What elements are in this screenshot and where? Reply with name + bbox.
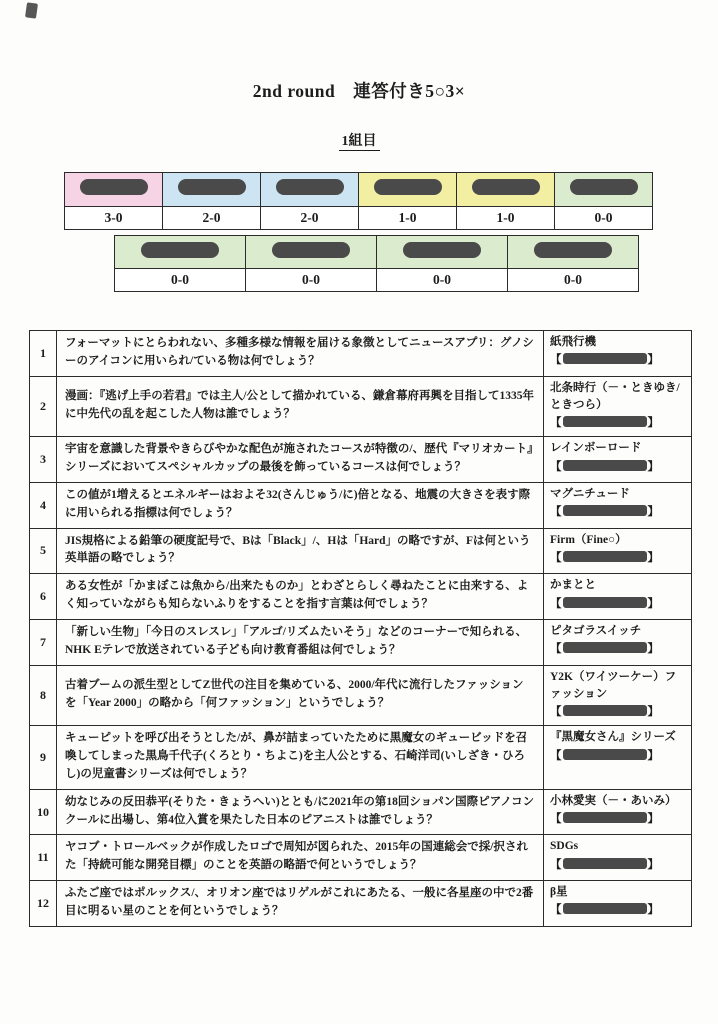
bracket-open: 【	[550, 551, 562, 564]
answer-text: 紙飛行機	[550, 336, 596, 348]
question-number: 12	[30, 880, 57, 926]
question-row	[30, 483, 692, 529]
score-cell: 1-0	[359, 207, 457, 230]
group-label: 1組目	[339, 134, 380, 151]
score-cell: 3-0	[65, 207, 163, 230]
redacted-player-name	[141, 242, 219, 258]
question-text: JIS規格による鉛筆の硬度記号で、Bは「Black」/、Hは「Hard」の略ですが、Fは何という英単語の略でしょう？	[57, 528, 544, 574]
bracket-close: 】	[647, 812, 659, 825]
answer-text: 『黒魔女さん』シリーズ	[550, 731, 676, 744]
answer-cell	[544, 665, 692, 726]
redacted-player-name	[80, 179, 148, 195]
bracket-open: 【	[550, 749, 562, 762]
answer-text: 北条時行（－・ときゆき/ときつら）	[550, 381, 680, 411]
bracket-open: 【	[550, 354, 562, 367]
answer-text: ピタゴラスイッチ	[550, 624, 642, 637]
page-title: 2nd round 連答付き5○3×	[252, 81, 466, 101]
answer-reading-redacted	[550, 641, 685, 658]
corner-mark	[25, 2, 38, 18]
bracket-open: 【	[550, 858, 562, 871]
bracket-close: 】	[647, 551, 659, 564]
question-number: 6	[30, 574, 57, 620]
question-row	[30, 665, 692, 726]
bracket-open: 【	[550, 506, 562, 519]
answer-cell	[544, 619, 692, 665]
answer-text: SDGs	[550, 840, 579, 853]
bracket-open: 【	[550, 460, 562, 473]
question-number: 1	[30, 331, 57, 377]
question-number: 10	[30, 789, 57, 835]
question-row	[30, 880, 692, 926]
question-row	[30, 437, 692, 483]
answer-cell	[544, 331, 692, 377]
question-text: ある女性が「かまぼこは魚から/出来たものか」とわざとらしく尋ねたことに由来する、よく知っていながらも知らないふりをすることを指す言葉は何でしょう？	[57, 574, 544, 620]
player-name-cell	[163, 173, 261, 207]
question-text: ふたご座ではポルックス/、オリオン座ではリゲルがこれにあたる、一般に各星座の中で2番目に明るい星のことを何というでしょう？	[57, 880, 544, 926]
answer-reading-redacted	[550, 550, 685, 567]
redacted-player-name	[374, 179, 442, 195]
bracket-close: 】	[647, 460, 659, 473]
group-heading	[0, 130, 718, 150]
player-name-cell	[246, 236, 377, 269]
question-text: フォーマットにとらわれない、多種多様な情報を届ける象徴としてニュースアプリ：グノシーのアイコンに用いられ/ている物は何でしょう？	[57, 331, 544, 377]
question-text: キューピットを呼び出そうとした/が、鼻が詰まっていたために黒魔女のギュービッドを召喚してしまった黒鳥千代子(くろとり・ちよこ)を主人公とする、石崎洋司(いしざき・ひろし)の児童書シリーズは何でしょう？	[57, 726, 544, 789]
answer-reading-redacted	[550, 902, 685, 919]
question-row	[30, 789, 692, 835]
redacted-reading-bar	[563, 505, 647, 516]
player-name-cell	[555, 173, 653, 207]
player-name-cell	[359, 173, 457, 207]
question-row	[30, 619, 692, 665]
bracket-close: 】	[647, 749, 659, 762]
redacted-reading-bar	[563, 812, 647, 823]
question-number: 4	[30, 483, 57, 529]
answer-cell	[544, 880, 692, 926]
score-cell: 2-0	[261, 207, 359, 230]
question-text: 宇宙を意識した背景やきらびやかな配色が施されたコースが特徴の/、歴代『マリオカート』シリーズにおいてスペシャルカップの最後を飾っているコースは何でしょう？	[57, 437, 544, 483]
redacted-player-name	[276, 179, 344, 195]
bracket-open: 【	[550, 904, 562, 917]
question-number: 9	[30, 726, 57, 789]
answer-reading-redacted	[550, 504, 685, 521]
score-cell: 0-0	[555, 207, 653, 230]
player-name-cell	[261, 173, 359, 207]
bracket-close: 】	[647, 706, 659, 718]
scoreboard-row-2	[114, 235, 639, 292]
answer-reading-redacted	[550, 704, 685, 721]
redacted-reading-bar	[563, 460, 647, 471]
question-text: この値が1増えるとエネルギーはおよそ32(さんじゅう/に)倍となる、地震の大きさを表す際に用いられる指標は何でしょう？	[57, 483, 544, 529]
redacted-reading-bar	[563, 903, 647, 914]
bracket-close: 】	[647, 506, 659, 519]
question-row	[30, 574, 692, 620]
questions-table	[29, 330, 692, 927]
bracket-close: 】	[647, 643, 659, 656]
bracket-close: 】	[647, 417, 659, 430]
redacted-reading-bar	[563, 705, 647, 716]
answer-text: 小林愛実（－・あいみ）	[550, 794, 677, 807]
question-text: 古着ブームの派生型としてZ世代の注目を集めている、2000/年代に流行したファッションを「Year 2000」の略から「何ファッション」というでしょう？	[57, 665, 544, 726]
question-number: 2	[30, 376, 57, 437]
answer-reading-redacted	[550, 352, 685, 369]
redacted-player-name	[472, 179, 540, 195]
score-cell: 0-0	[508, 269, 639, 292]
redacted-reading-bar	[563, 749, 647, 760]
question-row	[30, 376, 692, 437]
question-text: 幼なじみの反田恭平(そりた・きょうへい)ととも/に2021年の第18回ショパン国際ピアノコンクールに出場し、第4位入賞を果たした日本のピアニストは誰でしょう？	[57, 789, 544, 835]
bracket-close: 】	[647, 597, 659, 610]
bracket-close: 】	[647, 858, 659, 871]
redacted-player-name	[178, 179, 246, 195]
bracket-close: 】	[647, 354, 659, 367]
redacted-reading-bar	[563, 416, 647, 427]
question-row	[30, 835, 692, 881]
answer-reading-redacted	[550, 748, 685, 765]
answer-cell	[544, 376, 692, 437]
question-number: 3	[30, 437, 57, 483]
redacted-reading-bar	[563, 353, 647, 364]
answer-text: かまとと	[550, 579, 596, 592]
question-row	[30, 528, 692, 574]
redacted-reading-bar	[563, 551, 647, 562]
answer-reading-redacted	[550, 415, 685, 432]
question-text: 漫画：『逃げ上手の若君』では主人/公として描かれている、鎌倉幕府再興を目指して1335年に中先代の乱を起こした人物は誰でしょう？	[57, 376, 544, 437]
answer-cell	[544, 789, 692, 835]
answer-text: マグニチュード	[550, 488, 630, 500]
player-name-cell	[457, 173, 555, 207]
redacted-player-name	[272, 242, 350, 258]
redacted-player-name	[534, 242, 612, 258]
question-number: 5	[30, 528, 57, 574]
answer-reading-redacted	[550, 857, 685, 874]
answer-cell	[544, 574, 692, 620]
answer-cell	[544, 437, 692, 483]
player-name-cell	[508, 236, 639, 269]
redacted-player-name	[403, 242, 481, 258]
answer-text: β星	[550, 885, 568, 898]
answer-text: Firm（Fine○）	[550, 533, 627, 546]
question-row	[30, 726, 692, 789]
answer-cell	[544, 483, 692, 529]
bracket-open: 【	[550, 417, 562, 430]
bracket-open: 【	[550, 706, 562, 718]
answer-cell	[544, 726, 692, 789]
redacted-reading-bar	[563, 642, 647, 653]
redacted-reading-bar	[563, 858, 647, 869]
question-text: 「新しい生物」「今日のスレスレ」「アルゴ/リズムたいそう」などのコーナーで知られる、NHK Eテレで放送されている子ども向け教育番組は何でしょう？	[57, 619, 544, 665]
answer-reading-redacted	[550, 459, 685, 476]
answer-reading-redacted	[550, 811, 685, 828]
question-text: ヤコブ・トロールベックが作成したロゴで周知が図られた、2015年の国連総会で採/択された「持続可能な開発目標」のことを英語の略語で何というでしょう？	[57, 835, 544, 881]
player-name-cell	[65, 173, 163, 207]
answer-cell	[544, 835, 692, 881]
player-name-cell	[377, 236, 508, 269]
question-row	[30, 331, 692, 377]
redacted-player-name	[570, 179, 638, 195]
bracket-open: 【	[550, 812, 562, 825]
answer-cell	[544, 528, 692, 574]
bracket-open: 【	[550, 643, 562, 656]
bracket-close: 】	[647, 904, 659, 917]
question-number: 7	[30, 619, 57, 665]
score-cell: 1-0	[457, 207, 555, 230]
answer-text: Y2K（ワイツーケー）ファッション	[550, 670, 677, 700]
score-cell: 0-0	[115, 269, 246, 292]
question-number: 11	[30, 835, 57, 881]
score-cell: 0-0	[377, 269, 508, 292]
score-cell: 2-0	[163, 207, 261, 230]
score-cell: 0-0	[246, 269, 377, 292]
scoreboard-row-1	[64, 172, 653, 230]
bracket-open: 【	[550, 597, 562, 610]
question-number: 8	[30, 665, 57, 726]
redacted-reading-bar	[563, 597, 647, 608]
answer-text: レインボーロード	[550, 442, 642, 455]
answer-reading-redacted	[550, 596, 685, 613]
player-name-cell	[115, 236, 246, 269]
